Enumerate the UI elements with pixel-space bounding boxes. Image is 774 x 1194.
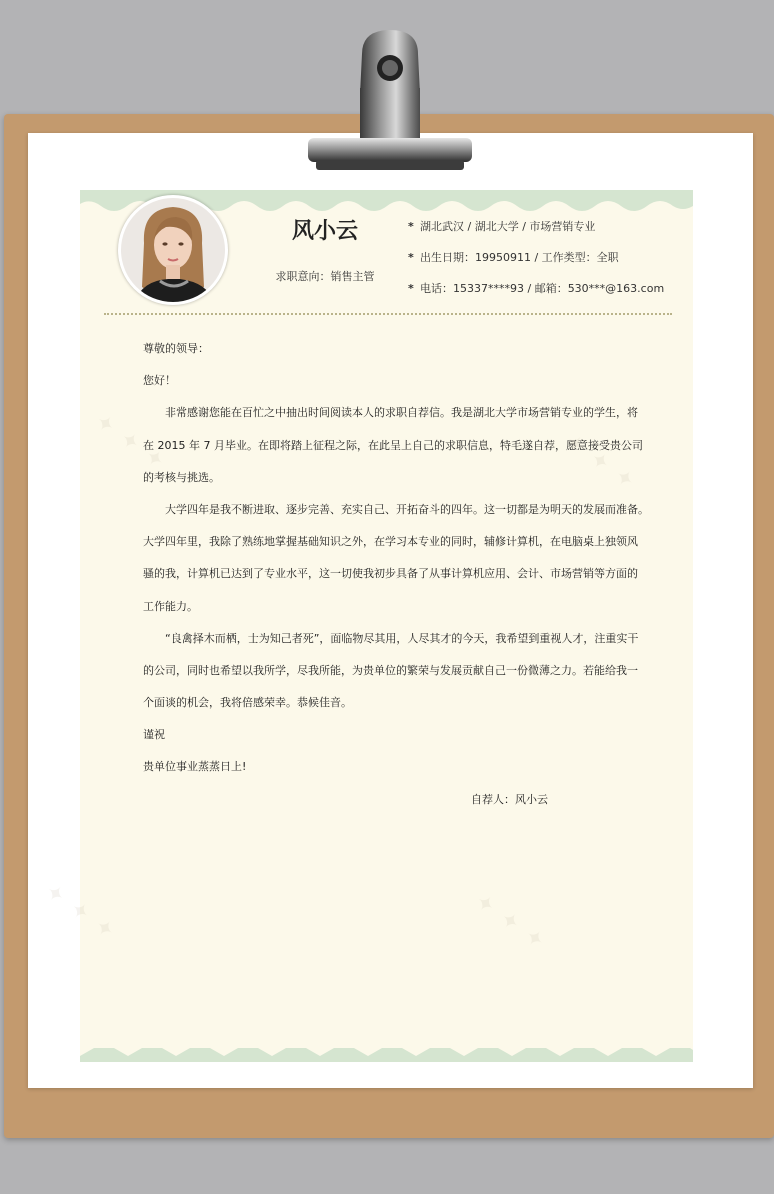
watermark: ✦ ✦ ✦ [560, 429, 641, 496]
letter-closing: 谨祝 [143, 728, 165, 742]
letter-wish: 贵单位事业蒸蒸日上! [143, 760, 247, 774]
watermark: ✦ ✦ ✦ [90, 409, 171, 476]
portrait-photo [118, 195, 228, 305]
job-intent: 求职意向：销售主管 [275, 270, 375, 283]
letter-line: 在 2015 年 7 月毕业。在即将踏上征程之际，在此呈上自己的求职信息，特毛遂自荐，愿意接受贵公司 [143, 438, 643, 452]
bullet-star-icon: * [408, 251, 414, 264]
letter-line: 的公司，同时也希望以我所学，尽我所能，为贵单位的繁荣与发展贡献自己一份微薄之力。若能给我一 [143, 663, 638, 677]
letter-hello: 您好！ [143, 374, 176, 388]
bullet-star-icon: * [408, 282, 414, 295]
letter-line: 大学四年是我不断进取、逐步完善、充实自己、开拓奋斗的四年。这一切都是为明天的发展而准备。 [165, 502, 649, 516]
letter-line: 工作能力。 [143, 599, 198, 613]
letter-line: 大学四年里，我除了熟练地掌握基础知识之外，在学习本专业的同时，辅修计算机，在电脑桌上独领风 [143, 535, 638, 549]
bottom-wave-border [80, 1046, 693, 1062]
letter-line: “良禽择木而栖，士为知己者死”，面临物尽其用，人尽其才的今天，我希望到重视人才，注重实干 [165, 631, 639, 645]
watermark: ✦ ✦ ✦ [40, 879, 121, 946]
info-contact: * 电话：15337****93 / 邮箱：530***@163.com [408, 280, 664, 311]
letter-line: 的考核与挑选。 [143, 470, 220, 484]
contact-info [408, 218, 664, 311]
bullet-star-icon: * [408, 220, 414, 233]
resume-sheet [80, 190, 693, 1062]
avatar [118, 195, 228, 305]
letter-line: 骚的我，计算机已达到了专业水平，这一切使我初步具备了从事计算机应用、会计、市场营销等方面的 [143, 567, 638, 581]
cover-letter-body [143, 340, 649, 823]
letter-line: 个面谈的机会，我将倍感荣幸。恭候佳音。 [143, 696, 352, 710]
info-location: * 湖北武汉 / 湖北大学 / 市场营销专业 [408, 218, 664, 249]
letter-signature: 自荐人：风小云 [471, 792, 548, 806]
header-divider [104, 313, 672, 315]
binder-clip-icon [300, 24, 480, 176]
info-birth: * 出生日期：19950911 / 工作类型：全职 [408, 249, 664, 280]
letter-greeting: 尊敬的领导： [143, 342, 209, 355]
applicant-name: 风小云 [291, 219, 358, 244]
letter-line: 非常感谢您能在百忙之中抽出时间阅读本人的求职自荐信。我是湖北大学市场营销专业的学生，将 [165, 406, 638, 420]
watermark: ✦ ✦ ✦ [470, 889, 551, 956]
